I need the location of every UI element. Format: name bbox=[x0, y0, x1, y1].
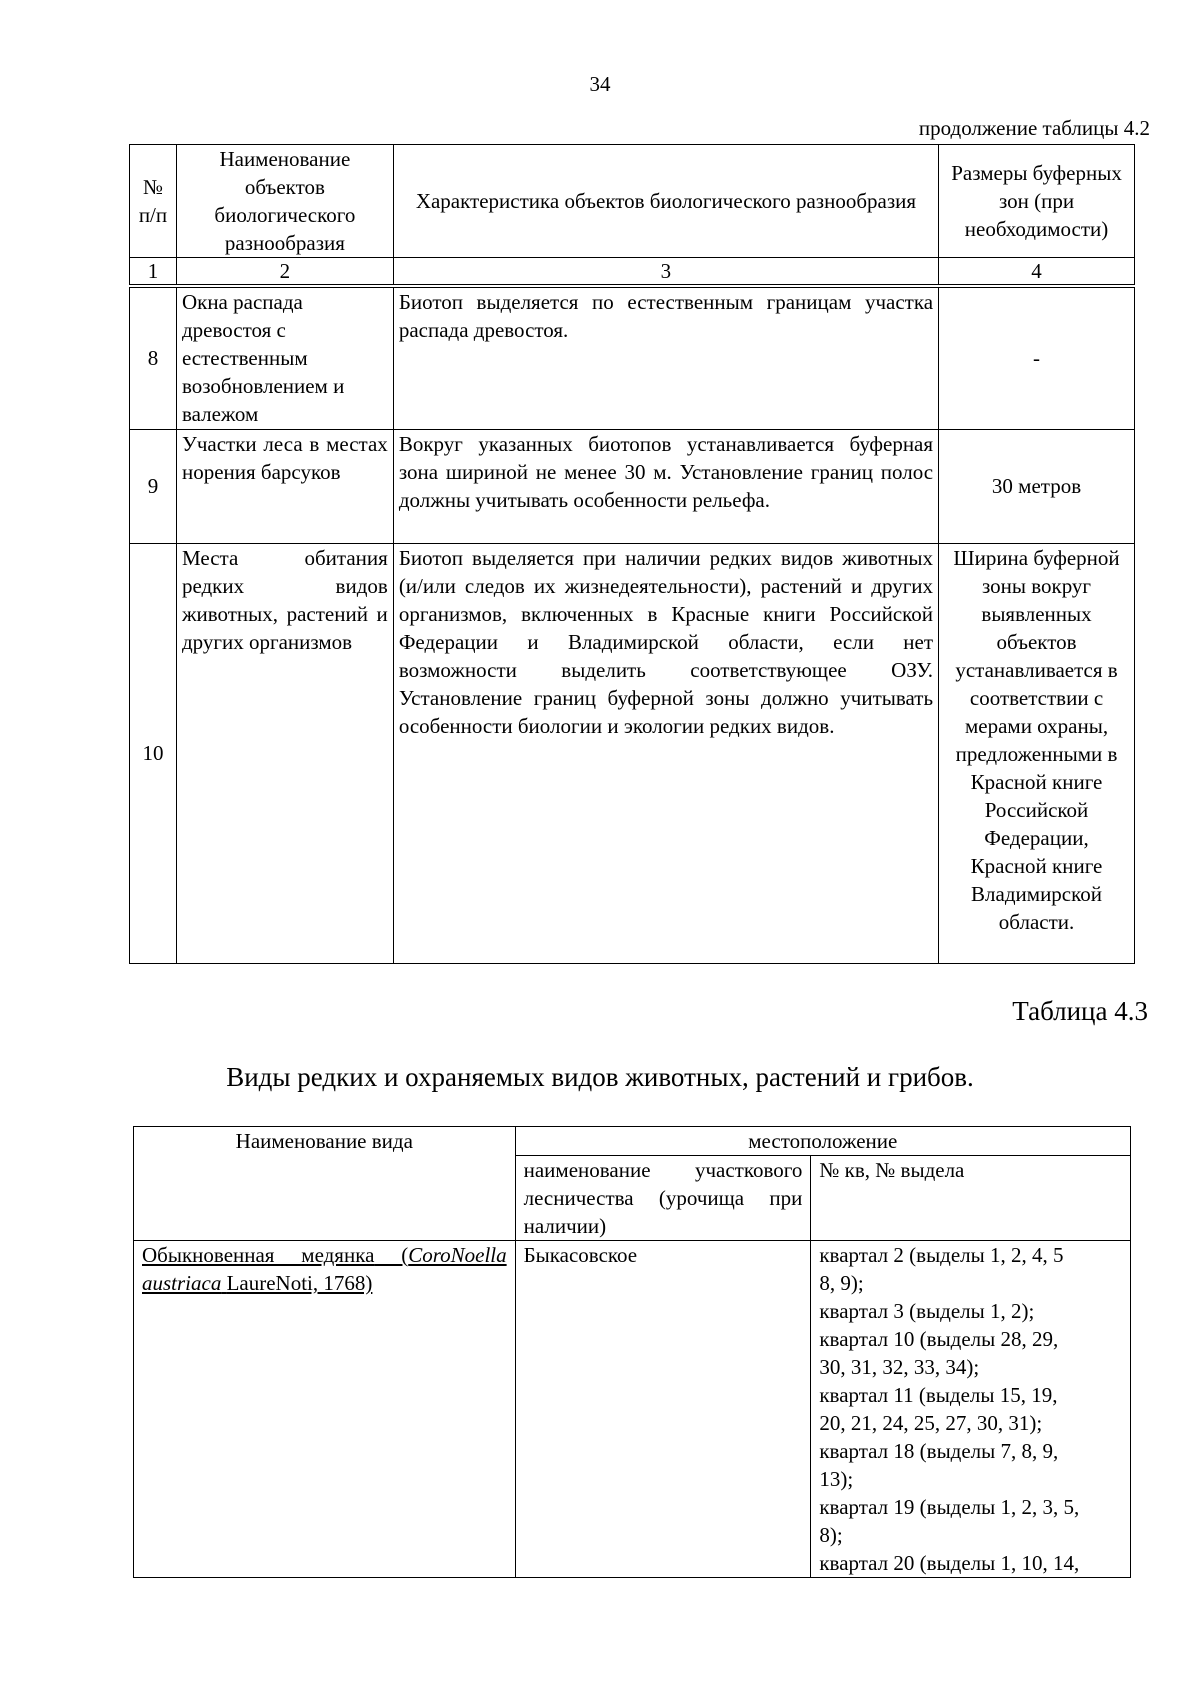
quarter-line: 30, 31, 32, 33, 34); bbox=[819, 1355, 980, 1379]
species-common-name: Обыкновенная медянка bbox=[142, 1243, 375, 1267]
species-latin-name: CoroNoella austriaca bbox=[142, 1243, 507, 1295]
header-buffer-size: Размеры буферных зон (при необходимости) bbox=[939, 145, 1135, 258]
header-quarter: № кв, № выдела bbox=[811, 1156, 1131, 1241]
row-number: 9 bbox=[130, 429, 177, 543]
header-characteristic: Характеристика объектов биологического разнообразия bbox=[393, 145, 938, 258]
column-number: 4 bbox=[939, 258, 1135, 287]
quarter-line: квартал 11 (выделы 15, 19, bbox=[819, 1383, 1058, 1407]
table-title: Виды редких и охраняемых видов животных, растений и грибов. bbox=[226, 1062, 974, 1092]
header-species-name: Наименование вида bbox=[134, 1127, 516, 1241]
buffer-size: Ширина буферной зоны вокруг выявленных объектов устанавливается в соответствии с мерами охраны, предложенными в Красной книге Российской Федерации, Красной книге Владимирской области. bbox=[939, 543, 1135, 963]
quarter-line: квартал 10 (выделы 28, 29, bbox=[819, 1327, 1059, 1351]
buffer-size: - bbox=[939, 286, 1135, 429]
quarter-line: квартал 18 (выделы 7, 8, 9, bbox=[819, 1439, 1059, 1463]
column-number: 1 bbox=[130, 258, 177, 287]
row-number: 8 bbox=[130, 286, 177, 429]
quarter-line: квартал 20 (выделы 1, 10, 14, bbox=[819, 1551, 1080, 1575]
quarter-line: 20, 21, 24, 25, 27, 30, 31); bbox=[819, 1411, 1043, 1435]
table-row bbox=[134, 1241, 1131, 1578]
table-continuation-label: продолжение таблицы 4.2 bbox=[918, 116, 1150, 140]
quarter-line: 8, 9); bbox=[819, 1271, 864, 1295]
object-characteristic: Биотоп выделяется при наличии редких видов животных (и/или следов их жизнедеятельности), растений и других организмов, включенных в Красные книги Российской Федерации и Владимирской области, если нет возможности выделить соответствующее ОЗУ. Установление границ буферной зоны должно учитывать особенности биологии и экологии редких видов. bbox=[393, 543, 938, 963]
header-object-name: Наименование объектов биологического разнообразия bbox=[176, 145, 393, 258]
species-name: Обыкновенная медянка (CoroNoella austriaca LaureNoti, 1768) bbox=[134, 1241, 516, 1578]
forestry-name: Быкасовское bbox=[515, 1241, 811, 1578]
quarter-list bbox=[811, 1241, 1131, 1578]
table-row bbox=[130, 543, 1135, 963]
header-forestry: наименование участкового лесничества (урочища при наличии) bbox=[515, 1156, 811, 1241]
quarter-line: квартал 2 (выделы 1, 2, 4, 5 bbox=[819, 1243, 1064, 1267]
table-4-3 bbox=[133, 1126, 1131, 1578]
table-label: Таблица 4.3 bbox=[1012, 996, 1148, 1026]
object-name: Окна распада древостоя с естественным возобновлением и валежом bbox=[176, 286, 393, 429]
buffer-size: 30 метров bbox=[939, 429, 1135, 543]
row-number: 10 bbox=[130, 543, 177, 963]
species-author: LaureNoti, 1768) bbox=[226, 1271, 373, 1295]
object-name: Участки леса в местах норения барсуков bbox=[176, 429, 393, 543]
header-location: местоположение bbox=[515, 1127, 1130, 1156]
page-number: 34 bbox=[589, 72, 611, 96]
quarter-line: квартал 3 (выделы 1, 2); bbox=[819, 1299, 1035, 1323]
object-name: Места обитания редких видов животных, растений и других организмов bbox=[176, 543, 393, 963]
table-row bbox=[130, 429, 1135, 543]
header-number: № п/п bbox=[130, 145, 177, 258]
table-row bbox=[130, 286, 1135, 429]
quarter-line: квартал 19 (выделы 1, 2, 3, 5, bbox=[819, 1495, 1080, 1519]
object-characteristic: Биотоп выделяется по естественным границам участка распада древостоя. bbox=[393, 286, 938, 429]
column-number: 3 bbox=[393, 258, 938, 287]
table-4-2 bbox=[129, 144, 1135, 964]
column-number: 2 bbox=[176, 258, 393, 287]
quarter-line: 13); bbox=[819, 1467, 854, 1491]
object-characteristic: Вокруг указанных биотопов устанавливается буферная зона шириной не менее 30 м. Установление границ полос должны учитывать особенности рельефа. bbox=[393, 429, 938, 543]
quarter-line: 8); bbox=[819, 1523, 843, 1547]
